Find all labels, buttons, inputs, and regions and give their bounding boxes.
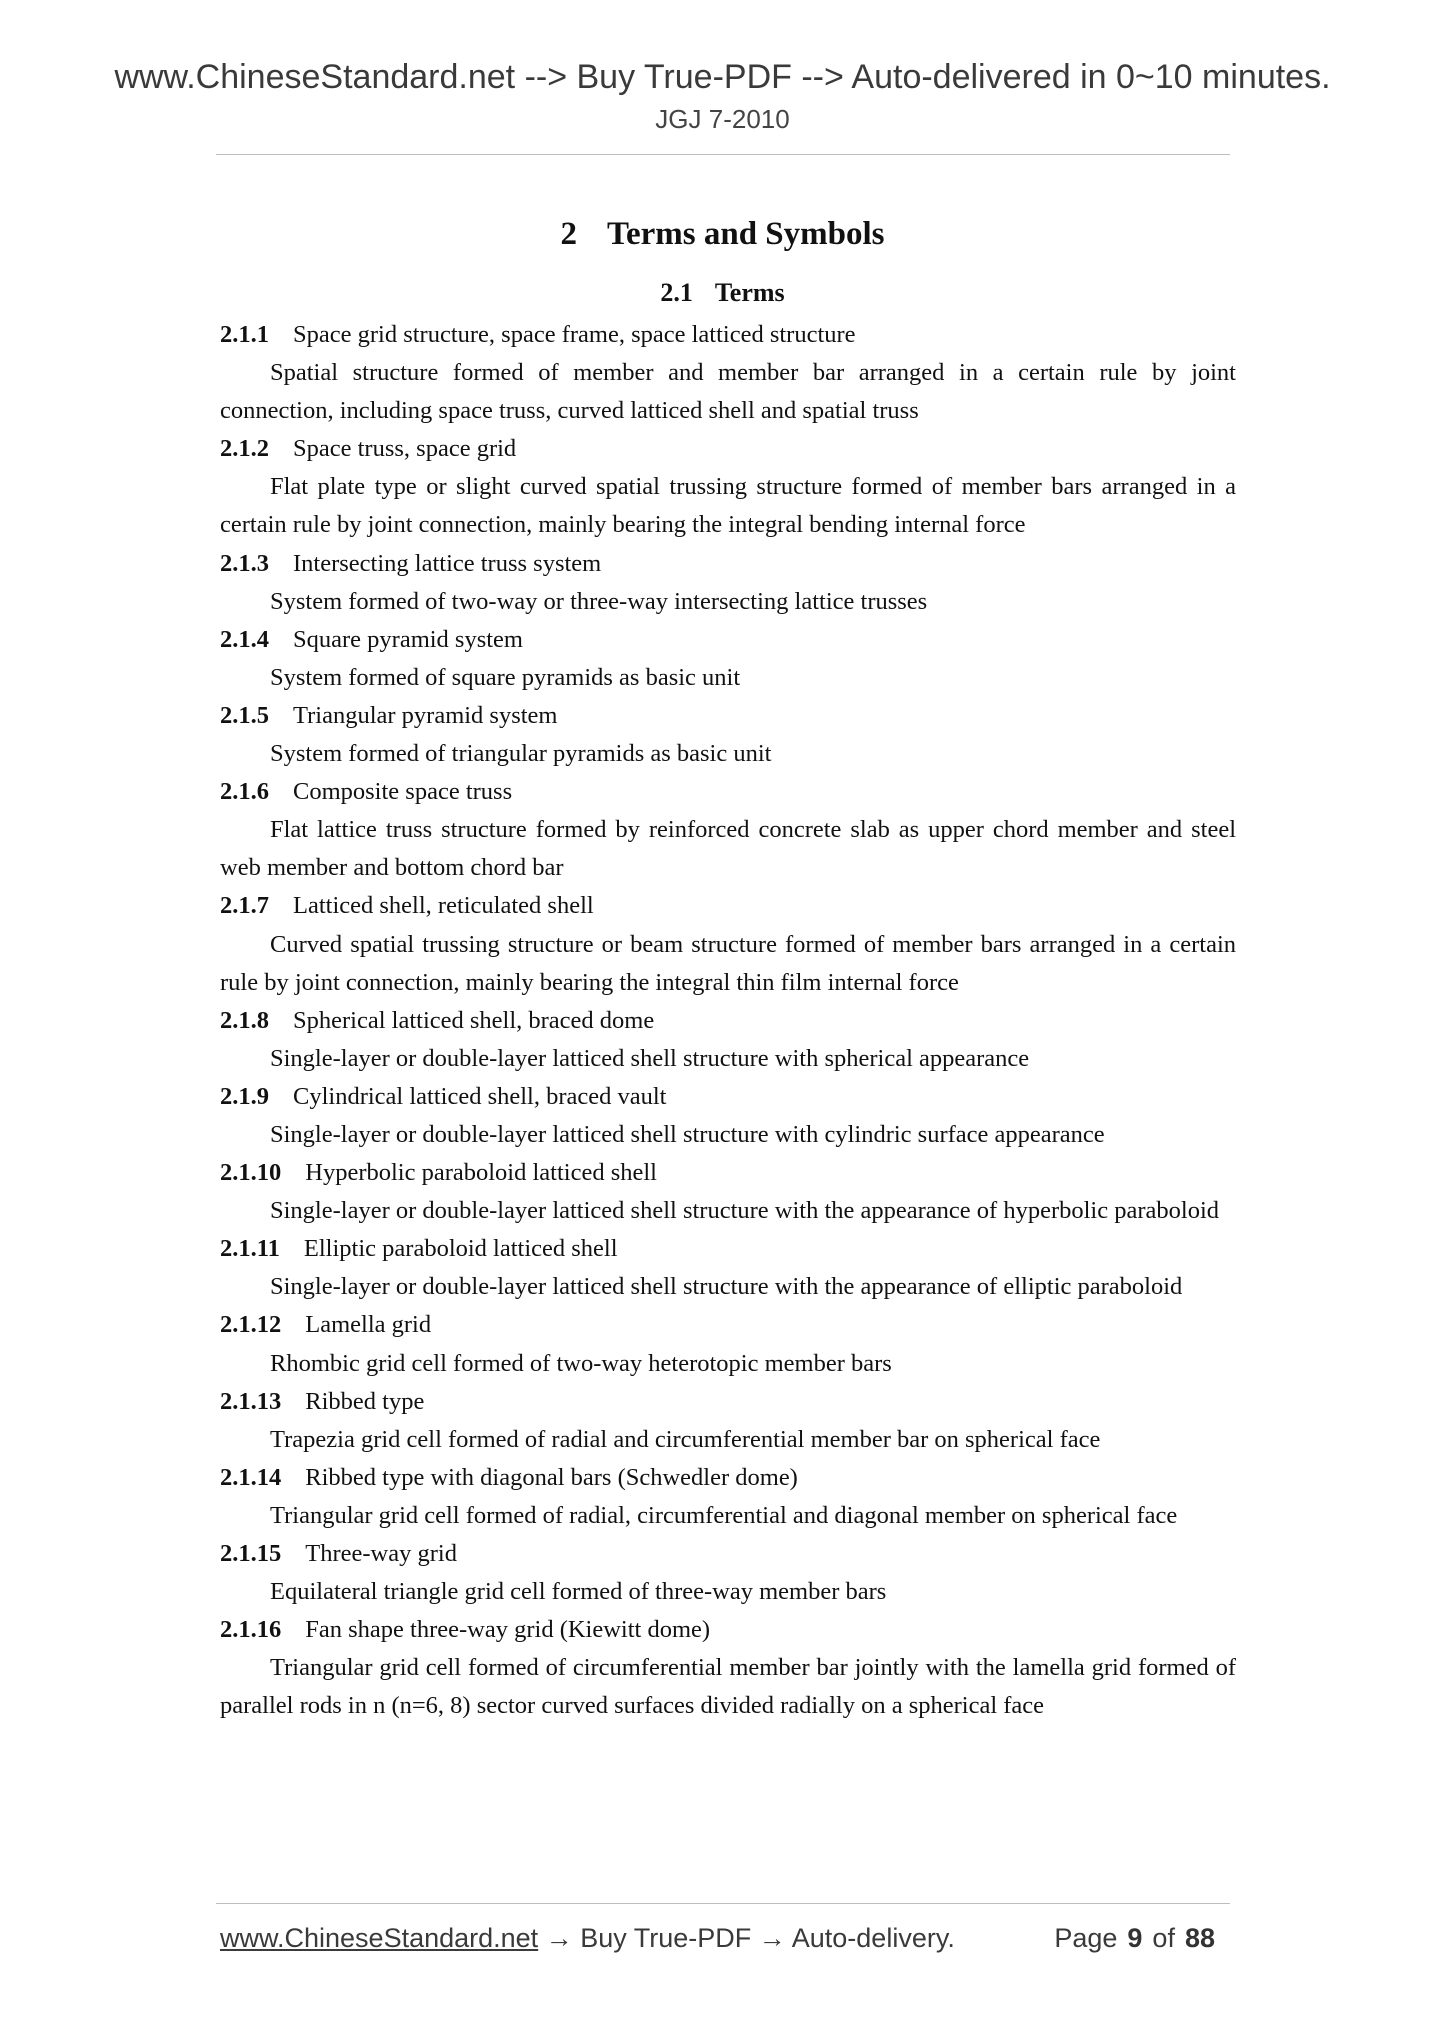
term-definition: Flat lattice truss structure formed by reinforced concrete slab as upper chord member and steel web member and bottom chord bar bbox=[220, 816, 1236, 882]
term-number: 2.1.8 bbox=[220, 1006, 269, 1034]
term-number: 2.1.2 bbox=[220, 435, 269, 463]
term-title: Latticed shell, reticulated shell bbox=[293, 892, 594, 920]
term-number: 2.1.6 bbox=[220, 778, 269, 806]
term-definition: System formed of triangular pyramids as basic unit bbox=[270, 740, 772, 768]
term-definition: Equilateral triangle grid cell formed of three-way member bars bbox=[270, 1578, 887, 1606]
term-title: Space truss, space grid bbox=[293, 435, 517, 463]
term-definition: Spatial structure formed of member and member bar arranged in a certain rule by joint connection, including space truss, curved latticed shell and spatial truss bbox=[220, 359, 1236, 425]
term-heading bbox=[220, 1535, 1236, 1573]
term-entry bbox=[220, 773, 1236, 887]
term-definition: System formed of square pyramids as basic unit bbox=[270, 663, 741, 691]
term-title: Intersecting lattice truss system bbox=[293, 549, 602, 577]
term-title: Triangular pyramid system bbox=[293, 701, 558, 729]
term-number: 2.1.3 bbox=[220, 549, 269, 577]
total-pages: 88 bbox=[1184, 1923, 1215, 1953]
page-label: Page bbox=[1054, 1923, 1118, 1953]
term-heading bbox=[220, 1306, 1236, 1344]
term-heading bbox=[220, 1002, 1236, 1040]
term-entry bbox=[220, 1078, 1236, 1154]
term-definition: Single-layer or double-layer latticed shell structure with the appearance of hyperbolic paraboloid bbox=[270, 1197, 1220, 1225]
term-entry bbox=[220, 545, 1236, 621]
term-heading bbox=[220, 887, 1236, 925]
term-heading bbox=[220, 1154, 1236, 1192]
term-heading bbox=[220, 430, 1236, 468]
term-definition: Triangular grid cell formed of circumferential member bar jointly with the lamella grid formed of parallel rods in n (n=6, 8) sector curved surfaces divided radially on a spherical face bbox=[220, 1654, 1236, 1720]
section-number: 2.1 bbox=[660, 278, 693, 307]
term-number: 2.1.13 bbox=[220, 1387, 282, 1415]
term-definition: Flat plate type or slight curved spatial trussing structure formed of member bars arranged in a certain rule by joint connection, mainly bearing the integral bending internal force bbox=[220, 473, 1236, 539]
term-definition: Triangular grid cell formed of radial, circumferential and diagonal member on spherical face bbox=[270, 1501, 1178, 1529]
term-entry bbox=[220, 1230, 1236, 1306]
term-entry bbox=[220, 1535, 1236, 1611]
chapter-number: 2 bbox=[560, 216, 577, 252]
of-label: of bbox=[1152, 1923, 1175, 1953]
term-heading bbox=[220, 1078, 1236, 1116]
term-definition: Single-layer or double-layer latticed shell structure with spherical appearance bbox=[270, 1044, 1030, 1072]
term-title: Ribbed type bbox=[305, 1387, 425, 1415]
page-indicator bbox=[1054, 1923, 1225, 1954]
term-title: Space grid structure, space frame, space latticed structure bbox=[293, 321, 856, 348]
term-definition: Rhombic grid cell formed of two-way heterotopic member bars bbox=[270, 1349, 892, 1377]
term-definition: Single-layer or double-layer latticed shell structure with the appearance of elliptic paraboloid bbox=[270, 1273, 1183, 1301]
term-number: 2.1.1 bbox=[220, 321, 269, 348]
term-heading bbox=[220, 1383, 1236, 1421]
terms-list bbox=[220, 316, 1236, 1725]
term-heading bbox=[220, 621, 1236, 659]
section-title: Terms bbox=[714, 278, 785, 307]
term-entry bbox=[220, 1383, 1236, 1459]
term-number: 2.1.7 bbox=[220, 892, 269, 920]
term-entry bbox=[220, 316, 1236, 430]
term-title: Lamella grid bbox=[305, 1311, 432, 1339]
term-number: 2.1.14 bbox=[220, 1463, 282, 1491]
standard-code: JGJ 7-2010 bbox=[655, 104, 790, 134]
term-title: Square pyramid system bbox=[293, 625, 523, 653]
term-entry bbox=[220, 430, 1236, 544]
term-number: 2.1.4 bbox=[220, 625, 269, 653]
term-title: Cylindrical latticed shell, braced vault bbox=[293, 1082, 667, 1110]
term-title: Spherical latticed shell, braced dome bbox=[293, 1006, 655, 1034]
term-entry bbox=[220, 1459, 1236, 1535]
footer-purchase-text: → Buy True-PDF → Auto-delivery. bbox=[545, 1923, 955, 1953]
term-heading bbox=[220, 1459, 1236, 1497]
chapter-title: Terms and Symbols bbox=[606, 216, 885, 252]
term-entry bbox=[220, 1002, 1236, 1078]
term-title: Ribbed type with diagonal bars (Schwedler dome) bbox=[305, 1463, 798, 1491]
term-title: Three-way grid bbox=[305, 1540, 457, 1567]
term-number: 2.1.10 bbox=[220, 1159, 282, 1187]
term-heading bbox=[220, 773, 1236, 811]
footer-site-link[interactable]: www.ChineseStandard.net bbox=[220, 1923, 539, 1953]
term-entry bbox=[220, 1154, 1236, 1230]
term-title: Composite space truss bbox=[293, 778, 513, 806]
header-divider bbox=[216, 154, 1230, 155]
term-number: 2.1.5 bbox=[220, 701, 269, 729]
term-heading bbox=[220, 316, 1236, 354]
term-definition: System formed of two-way or three-way intersecting lattice trusses bbox=[270, 587, 928, 615]
term-heading bbox=[220, 1611, 1236, 1649]
page-number: 9 bbox=[1127, 1923, 1143, 1953]
term-entry bbox=[220, 621, 1236, 697]
term-title: Fan shape three-way grid (Kiewitt dome) bbox=[305, 1616, 711, 1644]
term-entry bbox=[220, 887, 1236, 1001]
term-definition: Curved spatial trussing structure or beam structure formed of member bars arranged in a certain rule by joint connection, mainly bearing the integral thin film internal force bbox=[220, 930, 1236, 996]
term-number: 2.1.12 bbox=[220, 1311, 282, 1339]
term-number: 2.1.9 bbox=[220, 1082, 269, 1110]
section-heading bbox=[0, 278, 1445, 308]
term-definition: Trapezia grid cell formed of radial and circumferential member bar on spherical face bbox=[270, 1425, 1101, 1453]
footer-links bbox=[220, 1923, 955, 1954]
term-entry bbox=[220, 1611, 1236, 1725]
term-heading bbox=[220, 697, 1236, 735]
term-entry bbox=[220, 697, 1236, 773]
term-heading bbox=[220, 1230, 1236, 1268]
header-banner: www.ChineseStandard.net --> Buy True-PDF --> Auto-delivered in 0~10 minutes. bbox=[114, 58, 1331, 96]
term-title: Hyperbolic paraboloid latticed shell bbox=[305, 1159, 657, 1187]
footer-divider bbox=[216, 1903, 1230, 1904]
chapter-heading bbox=[0, 216, 1445, 253]
term-number: 2.1.16 bbox=[220, 1616, 282, 1644]
term-number: 2.1.15 bbox=[220, 1540, 282, 1567]
term-number: 2.1.11 bbox=[220, 1235, 280, 1263]
term-heading bbox=[220, 545, 1236, 583]
term-title: Elliptic paraboloid latticed shell bbox=[303, 1235, 618, 1263]
term-definition: Single-layer or double-layer latticed shell structure with cylindric surface appearance bbox=[270, 1120, 1105, 1148]
term-entry bbox=[220, 1306, 1236, 1382]
